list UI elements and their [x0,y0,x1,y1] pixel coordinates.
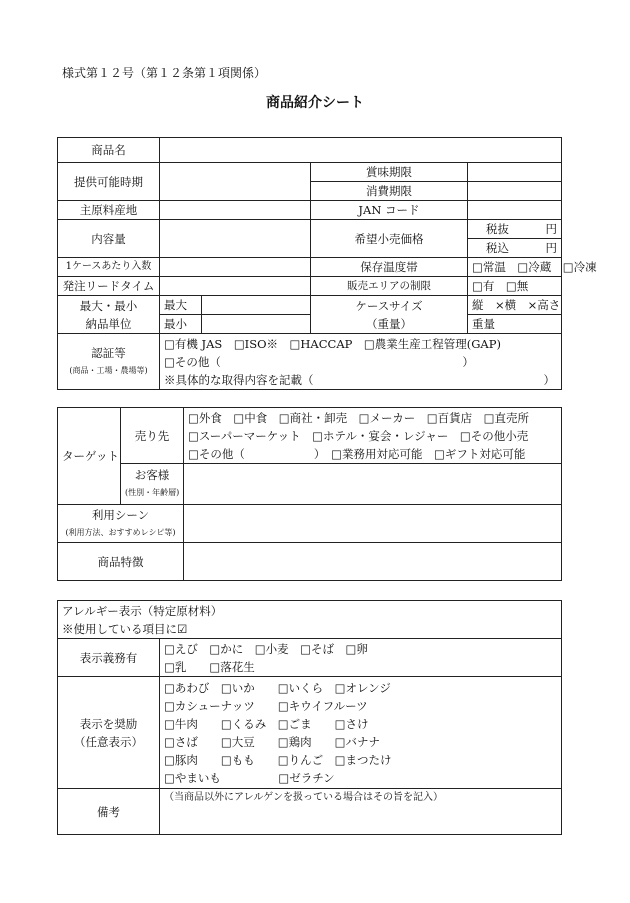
label-expiry: 消費期限 [311,182,468,201]
label-yen: 円 [545,222,558,236]
storage-temp-options[interactable]: □常温 □冷蔵 □冷凍 [468,258,562,277]
allergy-table [57,600,562,835]
label-order-unit-text: 納品単位 [85,316,132,331]
mandatory-line-1[interactable]: □えび □かに □小麦 □そば □卵 [164,641,368,656]
label-customer-sub: (性別・年齢層) [125,488,180,497]
label-sales-channel: 売り先 [121,408,184,464]
volume-field[interactable] [160,220,311,258]
cert-line-3[interactable]: ※具体的な取得内容を記載（ ） [164,372,555,387]
label-max: 最大 [160,296,202,315]
price-tax-excl-field[interactable] [468,220,562,239]
max-field[interactable] [202,296,311,315]
label-yen: 円 [545,241,558,255]
min-field[interactable] [202,315,311,334]
cert-options[interactable] [160,334,562,390]
label-features: 商品特徴 [58,543,184,581]
label-usage [58,505,184,543]
label-order-unit [58,296,160,334]
label-area-limit: 販売エリアの制限 [311,277,468,296]
label-lead-time: 発注リードタイム [58,277,160,296]
label-recommended [58,677,160,789]
channel-line-2[interactable]: □スーパーマーケット □ホテル・宴会・レジャー □その他小売 [188,428,529,443]
recommended-line[interactable]: □豚肉 □もも □りんご □まつたけ [164,752,392,767]
label-volume: 内容量 [58,220,160,258]
label-recommended-text: 表示を奨励 [79,716,138,731]
label-storage-temp: 保存温度帯 [311,258,468,277]
weight-field[interactable]: 重量 [468,315,562,334]
label-case-size [311,296,468,334]
allergy-note: ※使用している項目に☑ [62,621,188,636]
allergy-header [58,601,562,639]
jan-field[interactable] [468,201,562,220]
usage-field[interactable] [184,505,562,543]
label-origin: 主原料産地 [58,201,160,220]
target-table [57,407,562,581]
label-cert-text: 認証等 [91,345,126,360]
recommended-line[interactable]: □カシューナッツ □キウイフルーツ [164,698,368,713]
label-supply-period: 提供可能時期 [58,163,160,201]
product-info-table [57,137,597,390]
remarks-note: （当商品以外にアレルゲンを扱っている場合はその旨を記入） [164,792,443,803]
label-jan: JAN コード [311,201,468,220]
lead-time-field[interactable] [160,277,311,296]
form-number: 様式第１２号（第１２条第１項関係） [62,66,267,80]
label-best-before: 賞味期限 [311,163,468,182]
allergy-title: アレルギー表示（特定原材料） [62,603,223,618]
label-tax-incl: 税込 [486,241,509,255]
cert-line-1[interactable]: □有機 JAS □ISO※ □HACCAP □農業生産工程管理(GAP) [164,336,501,351]
expiry-field[interactable] [468,182,562,201]
recommended-line[interactable]: □やまいも □ゼラチン [164,770,335,785]
recommended-options[interactable] [160,677,562,789]
recommended-line[interactable]: □牛肉 □くるみ □ごま □さけ [164,716,369,731]
product-name-field[interactable] [160,138,562,163]
mandatory-line-2[interactable]: □乳 □落花生 [164,659,255,674]
label-customer-text: お客様 [134,468,170,482]
remarks-field[interactable] [160,789,562,835]
label-min: 最小 [160,315,202,334]
label-target: ターゲット [58,408,121,505]
label-max-min: 最大・最小 [79,298,138,313]
best-before-field[interactable] [468,163,562,182]
customer-field[interactable] [184,464,562,505]
label-weight-paren: （重量） [366,316,412,331]
recommended-line[interactable]: □さば □大豆 □鶏肉 □バナナ [164,734,380,749]
recommended-line[interactable]: □あわび □いか □いくら □オレンジ [164,680,391,695]
channel-line-1[interactable]: □外食 □中食 □商社・卸売 □メーカー □百貨店 □直売所 [188,410,529,425]
area-limit-options[interactable]: □有 □無 [468,277,562,296]
dims-field[interactable]: 縦 ×横 ×高さ [468,296,562,315]
origin-field[interactable] [160,201,311,220]
price-tax-incl-field[interactable] [468,239,562,258]
page-title: 商品紹介シート [266,95,364,111]
channel-line-3[interactable]: □その他（ ） □業務用対応可能 □ギフト対応可能 [188,446,526,461]
label-cert [58,334,160,390]
supply-period-field[interactable] [160,163,311,201]
label-retail-price: 希望小売価格 [311,220,468,258]
label-product-name: 商品名 [58,138,160,163]
label-case-size-text: ケースサイズ [355,298,423,313]
label-customer [121,464,184,505]
label-per-case: 1ケースあたり入数 [58,258,160,277]
label-mandatory: 表示義務有 [58,639,160,677]
per-case-field[interactable] [160,258,311,277]
mandatory-options[interactable] [160,639,562,677]
label-recommended-sub: （任意表示） [74,734,143,749]
label-remarks: 備考 [58,789,160,835]
label-usage-sub: (利用方法、おすすめレシピ等) [65,527,176,537]
features-field[interactable] [184,543,562,581]
label-usage-text: 利用シーン [91,507,150,522]
sales-channel-options[interactable] [184,408,562,464]
cert-line-2[interactable]: □その他（ ） [164,354,474,369]
label-cert-sub: (商品・工場・農場等) [69,365,148,375]
label-tax-excl: 税抜 [486,222,509,236]
